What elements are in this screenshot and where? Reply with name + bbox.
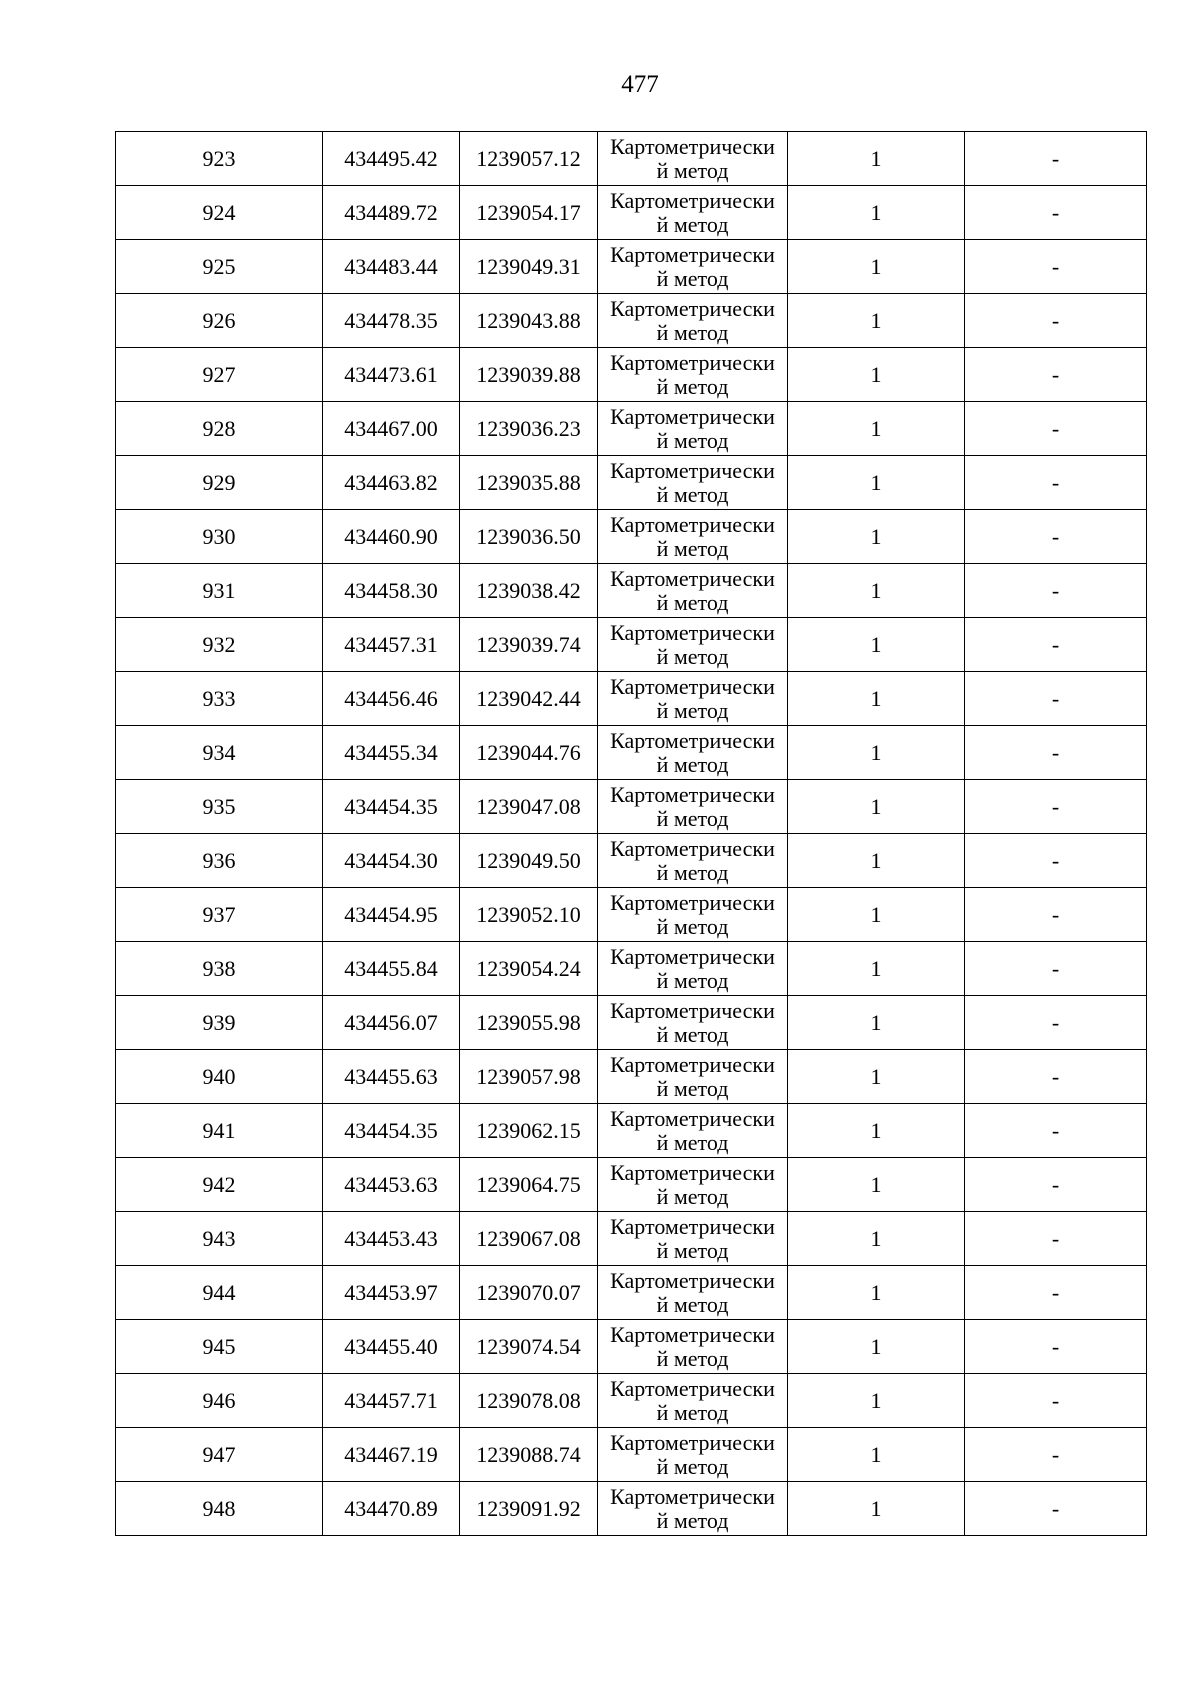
accuracy-cell: 1 <box>788 294 965 348</box>
method-text-line2: й метод <box>656 859 729 885</box>
method-text-line1: Картометрически <box>610 1429 775 1455</box>
method-cell <box>598 186 788 240</box>
method-text-line1: Картометрически <box>610 295 775 321</box>
note-cell: - <box>965 672 1147 726</box>
table-row <box>116 1320 1147 1374</box>
table-row <box>116 942 1147 996</box>
accuracy-cell: 1 <box>788 726 965 780</box>
x-coordinate-cell: 434456.07 <box>323 996 460 1050</box>
method-text-line1: Картометрически <box>610 349 775 375</box>
method-text-line1: Картометрически <box>610 1213 775 1239</box>
accuracy-cell: 1 <box>788 1320 965 1374</box>
table-row <box>116 618 1147 672</box>
accuracy-cell: 1 <box>788 672 965 726</box>
method-text-line2: й метод <box>656 265 729 291</box>
method-text-line1: Картометрически <box>610 673 775 699</box>
point-number-cell: 923 <box>116 132 323 186</box>
method-text-line2: й метод <box>656 427 729 453</box>
x-coordinate-cell: 434457.31 <box>323 618 460 672</box>
point-number-cell: 935 <box>116 780 323 834</box>
note-cell: - <box>965 456 1147 510</box>
y-coordinate-cell: 1239035.88 <box>460 456 598 510</box>
method-cell <box>598 1374 788 1428</box>
method-text-line2: й метод <box>656 157 729 183</box>
method-cell <box>598 1266 788 1320</box>
point-number-cell: 929 <box>116 456 323 510</box>
note-cell: - <box>965 132 1147 186</box>
accuracy-cell: 1 <box>788 888 965 942</box>
note-cell: - <box>965 780 1147 834</box>
accuracy-cell: 1 <box>788 942 965 996</box>
method-cell <box>598 132 788 186</box>
accuracy-cell: 1 <box>788 348 965 402</box>
method-text-line1: Картометрически <box>610 835 775 861</box>
accuracy-cell: 1 <box>788 1428 965 1482</box>
y-coordinate-cell: 1239091.92 <box>460 1482 598 1536</box>
note-cell: - <box>965 294 1147 348</box>
x-coordinate-cell: 434453.97 <box>323 1266 460 1320</box>
method-text-line1: Картометрически <box>610 511 775 537</box>
x-coordinate-cell: 434455.34 <box>323 726 460 780</box>
accuracy-cell: 1 <box>788 1050 965 1104</box>
note-cell: - <box>965 1050 1147 1104</box>
method-text-line2: й метод <box>656 319 729 345</box>
y-coordinate-cell: 1239078.08 <box>460 1374 598 1428</box>
y-coordinate-cell: 1239038.42 <box>460 564 598 618</box>
method-text-line2: й метод <box>656 967 729 993</box>
method-text-line1: Картометрически <box>610 1267 775 1293</box>
y-coordinate-cell: 1239074.54 <box>460 1320 598 1374</box>
point-number-cell: 936 <box>116 834 323 888</box>
method-text-line1: Картометрически <box>610 1105 775 1131</box>
x-coordinate-cell: 434457.71 <box>323 1374 460 1428</box>
method-text-line1: Картометрически <box>610 943 775 969</box>
x-coordinate-cell: 434467.19 <box>323 1428 460 1482</box>
accuracy-cell: 1 <box>788 510 965 564</box>
method-text-line1: Картометрически <box>610 403 775 429</box>
note-cell: - <box>965 888 1147 942</box>
method-cell <box>598 996 788 1050</box>
point-number-cell: 931 <box>116 564 323 618</box>
note-cell: - <box>965 564 1147 618</box>
method-text-line2: й метод <box>656 805 729 831</box>
method-cell <box>598 1158 788 1212</box>
accuracy-cell: 1 <box>788 1374 965 1428</box>
method-cell <box>598 510 788 564</box>
table-row <box>116 1158 1147 1212</box>
accuracy-cell: 1 <box>788 1266 965 1320</box>
method-text-line2: й метод <box>656 373 729 399</box>
point-number-cell: 941 <box>116 1104 323 1158</box>
x-coordinate-cell: 434454.35 <box>323 1104 460 1158</box>
method-text-line2: й метод <box>656 535 729 561</box>
method-text-line2: й метод <box>656 1291 729 1317</box>
point-number-cell: 945 <box>116 1320 323 1374</box>
x-coordinate-cell: 434453.63 <box>323 1158 460 1212</box>
accuracy-cell: 1 <box>788 186 965 240</box>
point-number-cell: 943 <box>116 1212 323 1266</box>
accuracy-cell: 1 <box>788 240 965 294</box>
y-coordinate-cell: 1239036.50 <box>460 510 598 564</box>
note-cell: - <box>965 996 1147 1050</box>
point-number-cell: 939 <box>116 996 323 1050</box>
method-cell <box>598 240 788 294</box>
table-row <box>116 996 1147 1050</box>
table-row <box>116 132 1147 186</box>
y-coordinate-cell: 1239036.23 <box>460 402 598 456</box>
method-cell <box>598 888 788 942</box>
x-coordinate-cell: 434473.61 <box>323 348 460 402</box>
method-text-line2: й метод <box>656 751 729 777</box>
note-cell: - <box>965 942 1147 996</box>
method-text-line2: й метод <box>656 1183 729 1209</box>
accuracy-cell: 1 <box>788 618 965 672</box>
point-number-cell: 927 <box>116 348 323 402</box>
table-row <box>116 1266 1147 1320</box>
method-text-line1: Картометрически <box>610 997 775 1023</box>
table-row <box>116 834 1147 888</box>
method-text-line1: Картометрически <box>610 781 775 807</box>
point-number-cell: 924 <box>116 186 323 240</box>
accuracy-cell: 1 <box>788 456 965 510</box>
accuracy-cell: 1 <box>788 1158 965 1212</box>
x-coordinate-cell: 434458.30 <box>323 564 460 618</box>
method-cell <box>598 1104 788 1158</box>
method-cell <box>598 564 788 618</box>
point-number-cell: 942 <box>116 1158 323 1212</box>
note-cell: - <box>965 1158 1147 1212</box>
method-text-line1: Картометрически <box>610 457 775 483</box>
method-cell <box>598 1320 788 1374</box>
method-cell <box>598 348 788 402</box>
method-cell <box>598 402 788 456</box>
x-coordinate-cell: 434454.30 <box>323 834 460 888</box>
method-text-line2: й метод <box>656 1237 729 1263</box>
y-coordinate-cell: 1239044.76 <box>460 726 598 780</box>
table-row <box>116 564 1147 618</box>
y-coordinate-cell: 1239054.17 <box>460 186 598 240</box>
accuracy-cell: 1 <box>788 780 965 834</box>
y-coordinate-cell: 1239067.08 <box>460 1212 598 1266</box>
y-coordinate-cell: 1239064.75 <box>460 1158 598 1212</box>
method-cell <box>598 1482 788 1536</box>
method-text-line2: й метод <box>656 481 729 507</box>
note-cell: - <box>965 1212 1147 1266</box>
accuracy-cell: 1 <box>788 402 965 456</box>
note-cell: - <box>965 402 1147 456</box>
y-coordinate-cell: 1239039.88 <box>460 348 598 402</box>
point-number-cell: 947 <box>116 1428 323 1482</box>
method-text-line2: й метод <box>656 1453 729 1479</box>
accuracy-cell: 1 <box>788 1482 965 1536</box>
note-cell: - <box>965 834 1147 888</box>
method-cell <box>598 834 788 888</box>
table-row <box>116 672 1147 726</box>
y-coordinate-cell: 1239043.88 <box>460 294 598 348</box>
y-coordinate-cell: 1239039.74 <box>460 618 598 672</box>
method-cell <box>598 1212 788 1266</box>
method-text-line1: Картометрически <box>610 187 775 213</box>
point-number-cell: 934 <box>116 726 323 780</box>
note-cell: - <box>965 1482 1147 1536</box>
y-coordinate-cell: 1239057.12 <box>460 132 598 186</box>
x-coordinate-cell: 434460.90 <box>323 510 460 564</box>
accuracy-cell: 1 <box>788 834 965 888</box>
method-text-line2: й метод <box>656 643 729 669</box>
method-text-line2: й метод <box>656 589 729 615</box>
method-cell <box>598 456 788 510</box>
method-text-line2: й метод <box>656 211 729 237</box>
coordinates-table <box>115 131 1147 1536</box>
point-number-cell: 946 <box>116 1374 323 1428</box>
table-row <box>116 1482 1147 1536</box>
table-row <box>116 1104 1147 1158</box>
method-text-line1: Картометрически <box>610 1483 775 1509</box>
point-number-cell: 925 <box>116 240 323 294</box>
point-number-cell: 944 <box>116 1266 323 1320</box>
y-coordinate-cell: 1239088.74 <box>460 1428 598 1482</box>
table-row <box>116 1374 1147 1428</box>
method-text-line1: Картометрически <box>610 889 775 915</box>
y-coordinate-cell: 1239054.24 <box>460 942 598 996</box>
method-text-line2: й метод <box>656 1507 729 1533</box>
method-text-line1: Картометрически <box>610 241 775 267</box>
x-coordinate-cell: 434483.44 <box>323 240 460 294</box>
method-text-line2: й метод <box>656 1399 729 1425</box>
table-row <box>116 240 1147 294</box>
y-coordinate-cell: 1239057.98 <box>460 1050 598 1104</box>
accuracy-cell: 1 <box>788 996 965 1050</box>
table-row <box>116 294 1147 348</box>
x-coordinate-cell: 434455.63 <box>323 1050 460 1104</box>
note-cell: - <box>965 1266 1147 1320</box>
method-cell <box>598 780 788 834</box>
point-number-cell: 937 <box>116 888 323 942</box>
x-coordinate-cell: 434478.35 <box>323 294 460 348</box>
x-coordinate-cell: 434455.84 <box>323 942 460 996</box>
y-coordinate-cell: 1239062.15 <box>460 1104 598 1158</box>
point-number-cell: 928 <box>116 402 323 456</box>
point-number-cell: 938 <box>116 942 323 996</box>
method-cell <box>598 1050 788 1104</box>
method-cell <box>598 618 788 672</box>
y-coordinate-cell: 1239052.10 <box>460 888 598 942</box>
coordinates-table-body <box>116 132 1147 1536</box>
method-text-line1: Картометрически <box>610 1051 775 1077</box>
table-row <box>116 456 1147 510</box>
method-text-line1: Картометрически <box>610 1159 775 1185</box>
x-coordinate-cell: 434454.35 <box>323 780 460 834</box>
point-number-cell: 940 <box>116 1050 323 1104</box>
note-cell: - <box>965 348 1147 402</box>
method-text-line1: Картометрически <box>610 1375 775 1401</box>
method-cell <box>598 672 788 726</box>
note-cell: - <box>965 510 1147 564</box>
table-row <box>116 726 1147 780</box>
accuracy-cell: 1 <box>788 1212 965 1266</box>
point-number-cell: 932 <box>116 618 323 672</box>
page-number: 477 <box>621 71 659 98</box>
y-coordinate-cell: 1239042.44 <box>460 672 598 726</box>
note-cell: - <box>965 726 1147 780</box>
table-row <box>116 1428 1147 1482</box>
method-text-line1: Картометрически <box>610 619 775 645</box>
table-row <box>116 888 1147 942</box>
accuracy-cell: 1 <box>788 132 965 186</box>
y-coordinate-cell: 1239049.50 <box>460 834 598 888</box>
y-coordinate-cell: 1239055.98 <box>460 996 598 1050</box>
point-number-cell: 948 <box>116 1482 323 1536</box>
note-cell: - <box>965 186 1147 240</box>
y-coordinate-cell: 1239049.31 <box>460 240 598 294</box>
method-cell <box>598 1428 788 1482</box>
method-text-line1: Картометрически <box>610 1321 775 1347</box>
x-coordinate-cell: 434495.42 <box>323 132 460 186</box>
method-text-line2: й метод <box>656 697 729 723</box>
x-coordinate-cell: 434470.89 <box>323 1482 460 1536</box>
method-text-line2: й метод <box>656 1345 729 1371</box>
table-row <box>116 780 1147 834</box>
table-row <box>116 186 1147 240</box>
point-number-cell: 933 <box>116 672 323 726</box>
x-coordinate-cell: 434455.40 <box>323 1320 460 1374</box>
method-text-line1: Картометрически <box>610 133 775 159</box>
table-row <box>116 1050 1147 1104</box>
x-coordinate-cell: 434467.00 <box>323 402 460 456</box>
y-coordinate-cell: 1239070.07 <box>460 1266 598 1320</box>
method-cell <box>598 726 788 780</box>
note-cell: - <box>965 1428 1147 1482</box>
table-row <box>116 402 1147 456</box>
note-cell: - <box>965 618 1147 672</box>
x-coordinate-cell: 434489.72 <box>323 186 460 240</box>
x-coordinate-cell: 434454.95 <box>323 888 460 942</box>
point-number-cell: 930 <box>116 510 323 564</box>
x-coordinate-cell: 434463.82 <box>323 456 460 510</box>
method-text-line2: й метод <box>656 913 729 939</box>
accuracy-cell: 1 <box>788 564 965 618</box>
table-row <box>116 348 1147 402</box>
point-number-cell: 926 <box>116 294 323 348</box>
note-cell: - <box>965 1104 1147 1158</box>
note-cell: - <box>965 240 1147 294</box>
method-text-line2: й метод <box>656 1075 729 1101</box>
method-text-line1: Картометрически <box>610 727 775 753</box>
x-coordinate-cell: 434456.46 <box>323 672 460 726</box>
table-row <box>116 510 1147 564</box>
method-cell <box>598 294 788 348</box>
table-row <box>116 1212 1147 1266</box>
x-coordinate-cell: 434453.43 <box>323 1212 460 1266</box>
method-cell <box>598 942 788 996</box>
y-coordinate-cell: 1239047.08 <box>460 780 598 834</box>
method-text-line2: й метод <box>656 1129 729 1155</box>
note-cell: - <box>965 1374 1147 1428</box>
method-text-line1: Картометрически <box>610 565 775 591</box>
accuracy-cell: 1 <box>788 1104 965 1158</box>
note-cell: - <box>965 1320 1147 1374</box>
method-text-line2: й метод <box>656 1021 729 1047</box>
